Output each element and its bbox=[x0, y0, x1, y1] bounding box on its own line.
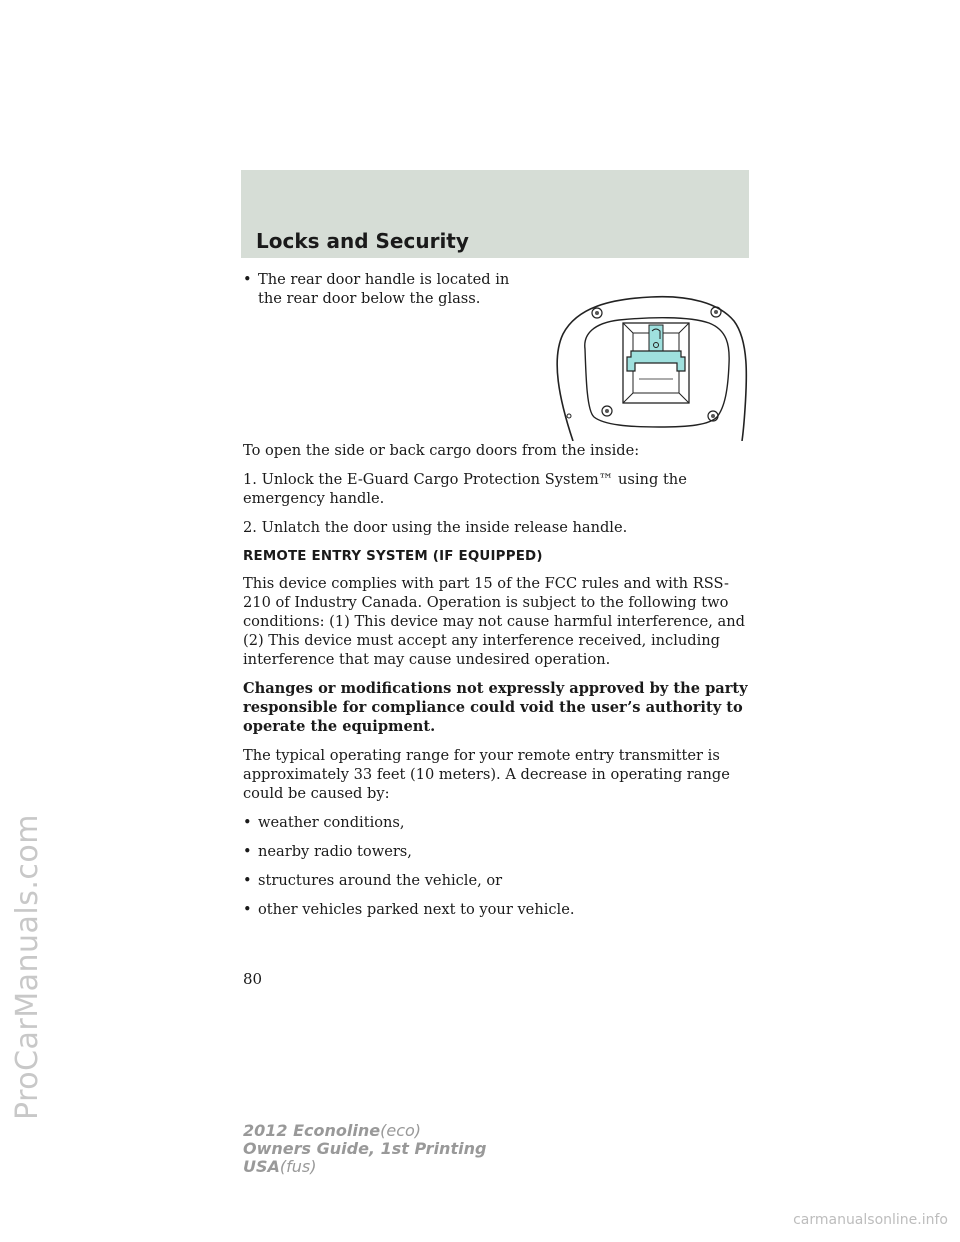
footer-model: 2012 Econoline bbox=[243, 1121, 381, 1140]
footer-line-region bbox=[243, 1158, 486, 1176]
list-item bbox=[243, 900, 753, 919]
watermark bbox=[0, 0, 60, 1242]
range-cause-text: nearby radio towers, bbox=[258, 843, 412, 860]
footer-region-code: (fus) bbox=[279, 1157, 317, 1176]
footer-region: USA bbox=[243, 1157, 280, 1176]
bullet-dot: • bbox=[243, 271, 252, 288]
warning-paragraph: Changes or modifications not expressly approved by the party responsible for compliance could void the user’s authority to operate the equipment. bbox=[243, 680, 748, 735]
bullet-dot: • bbox=[243, 901, 252, 918]
intro-bullet-text: The rear door handle is located in the rear door below the glass. bbox=[258, 271, 510, 307]
bullet-dot: • bbox=[243, 872, 252, 889]
list-item bbox=[243, 871, 753, 890]
list-item bbox=[243, 813, 753, 832]
range-cause-text: weather conditions, bbox=[258, 814, 405, 831]
range-paragraph: The typical operating range for your remote entry transmitter is approximately 33 feet (10 meters). A decrease in operating range could be caused by: bbox=[243, 747, 730, 802]
list-item bbox=[243, 842, 753, 861]
page-number: 80 bbox=[243, 970, 263, 988]
intro-row bbox=[243, 270, 753, 441]
step-1: 1. Unlock the E-Guard Cargo Protection System™ using the emergency handle. bbox=[243, 471, 687, 507]
bullet-dot: • bbox=[243, 814, 252, 831]
section-header bbox=[241, 170, 749, 258]
range-cause-text: structures around the vehicle, or bbox=[258, 872, 503, 889]
rear-door-handle-illustration bbox=[549, 279, 753, 441]
footer-line-guide bbox=[243, 1140, 486, 1158]
footer-model-code: (eco) bbox=[380, 1121, 422, 1140]
remote-entry-heading: REMOTE ENTRY SYSTEM (IF EQUIPPED) bbox=[243, 549, 543, 564]
footer-guide: Owners Guide, 1st Printing bbox=[243, 1139, 487, 1158]
intro-bullet bbox=[243, 270, 513, 431]
footer-line-model bbox=[243, 1122, 486, 1140]
print-footer bbox=[243, 1122, 486, 1176]
page-content bbox=[243, 270, 753, 929]
fcc-paragraph: This device complies with part 15 of the FCC rules and with RSS-210 of Industry Canada. Operation is subject to the following two conditions: (1) This device may not cause harmful interference, and (2) This device must accept any interference received, including interference that may cause undesired operation. bbox=[243, 575, 746, 668]
step-2: 2. Unlatch the door using the inside release handle. bbox=[243, 519, 628, 536]
range-cause-text: other vehicles parked next to your vehicle. bbox=[258, 901, 575, 918]
site-mark: carmanualsonline.info bbox=[793, 1212, 948, 1228]
open-doors-intro: To open the side or back cargo doors from the inside: bbox=[243, 442, 640, 459]
section-title: Locks and Security bbox=[256, 229, 469, 253]
bullet-dot: • bbox=[243, 843, 252, 860]
watermark-text: ProCarManuals.com bbox=[10, 813, 45, 1120]
